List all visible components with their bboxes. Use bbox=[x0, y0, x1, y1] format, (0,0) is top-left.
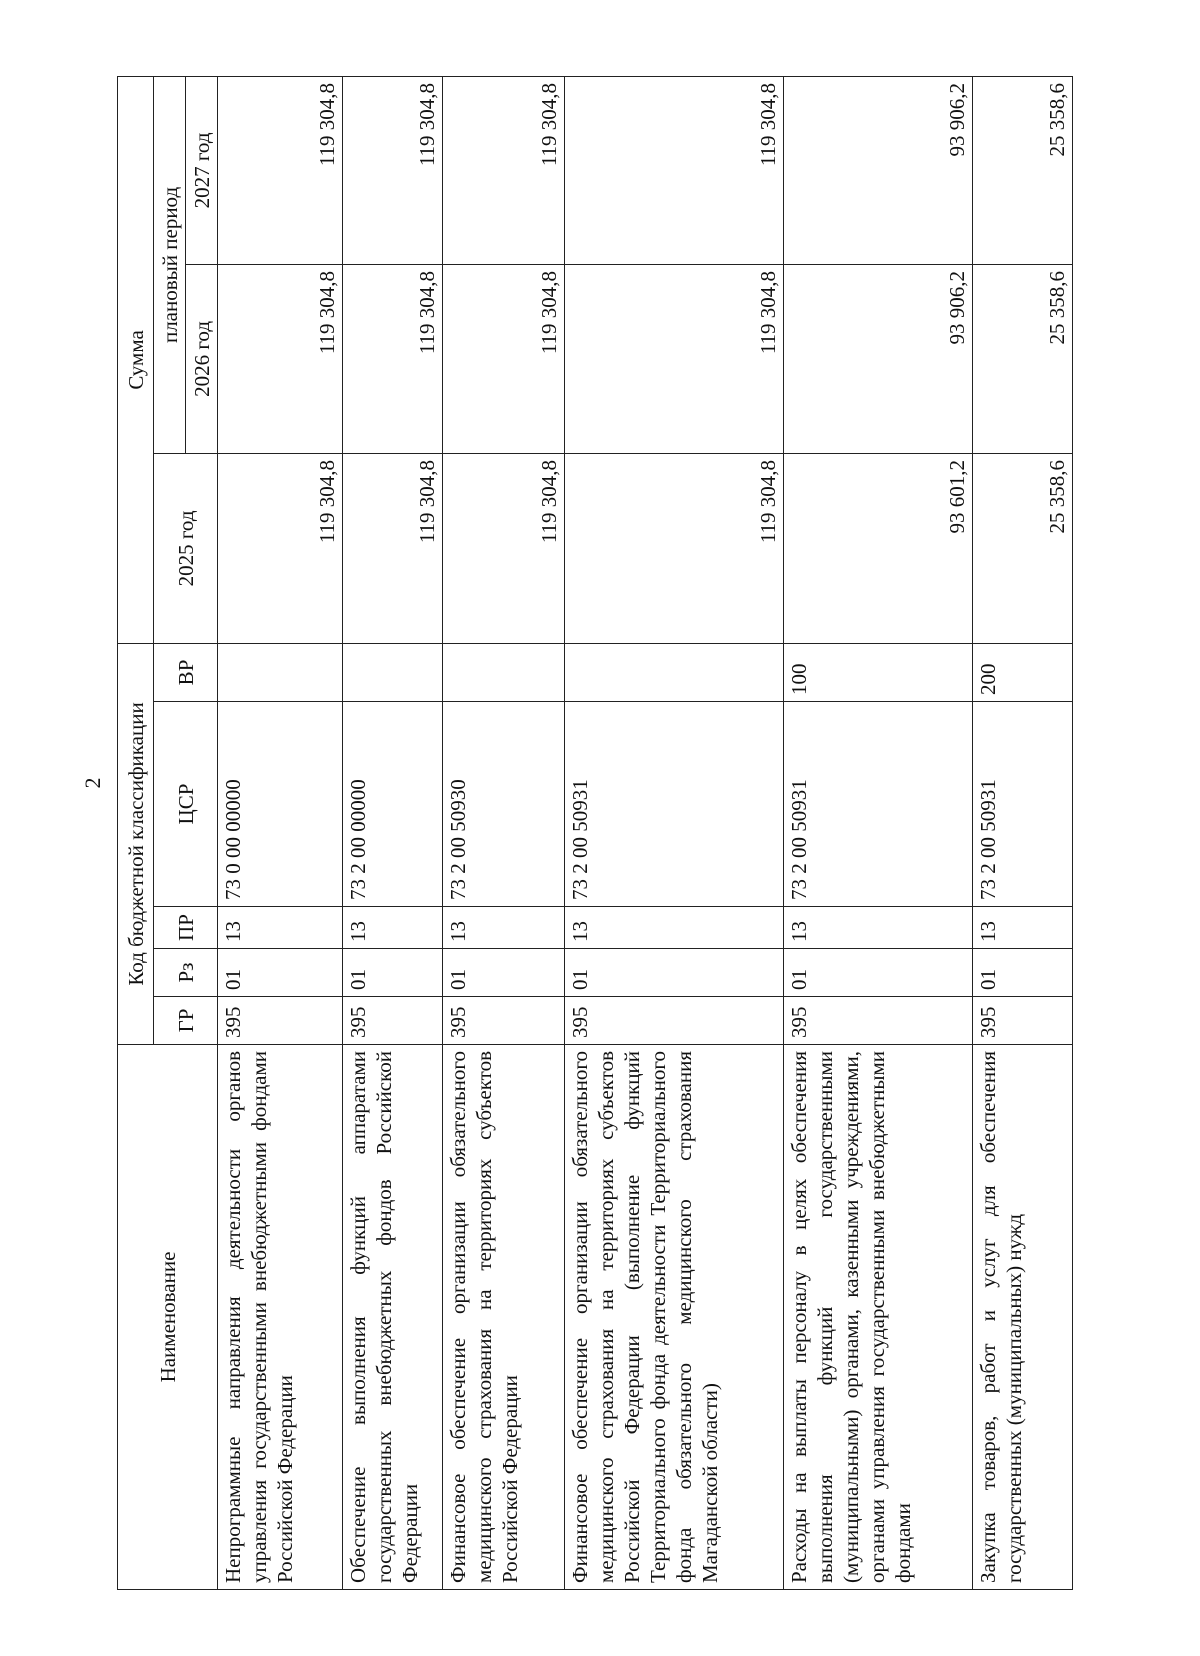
header-2025: 2025 год bbox=[154, 453, 218, 643]
row-2026: 25 358,6 bbox=[973, 264, 1073, 453]
table-row bbox=[342, 76, 442, 1589]
row-2027: 119 304,8 bbox=[342, 76, 442, 264]
header-vr: ВР bbox=[154, 643, 218, 701]
row-2027: 119 304,8 bbox=[218, 76, 343, 264]
row-name: Непрограммные направления деятельности органов управления государственными внебюджетными фондами Российской Федерации bbox=[218, 1045, 343, 1590]
row-vr: 100 bbox=[783, 643, 972, 701]
header-gr: ГР bbox=[154, 997, 218, 1045]
table-row bbox=[218, 76, 343, 1589]
row-name: Обеспечение выполнения функций аппаратами государственных внебюджетных фондов Российской Федерации bbox=[342, 1045, 442, 1590]
row-rz: 01 bbox=[973, 949, 1073, 997]
row-csr: 73 2 00 50931 bbox=[783, 702, 972, 907]
row-2027: 25 358,6 bbox=[973, 76, 1073, 264]
row-gr: 395 bbox=[973, 997, 1073, 1045]
table-row bbox=[565, 76, 783, 1589]
row-csr: 73 2 00 50931 bbox=[565, 702, 783, 907]
row-rz: 01 bbox=[218, 949, 343, 997]
row-csr: 73 0 00 00000 bbox=[218, 702, 343, 907]
row-vr bbox=[442, 643, 565, 701]
row-2027: 119 304,8 bbox=[442, 76, 565, 264]
row-2026: 93 906,2 bbox=[783, 264, 972, 453]
table-row bbox=[442, 76, 565, 1589]
row-2025: 25 358,6 bbox=[973, 453, 1073, 643]
row-2026: 119 304,8 bbox=[442, 264, 565, 453]
row-pr: 13 bbox=[973, 907, 1073, 949]
table-row bbox=[973, 76, 1073, 1589]
row-gr: 395 bbox=[218, 997, 343, 1045]
row-vr: 200 bbox=[973, 643, 1073, 701]
row-2025: 119 304,8 bbox=[342, 453, 442, 643]
row-2027: 119 304,8 bbox=[565, 76, 783, 264]
row-2026: 119 304,8 bbox=[565, 264, 783, 453]
header-csr: ЦСР bbox=[154, 702, 218, 907]
budget-table bbox=[117, 76, 1073, 1590]
row-name: Финансовое обеспечение организации обязательного медицинского страхования на территориях субъектов Российской Федерации (выполнение функций Территориального фонда деятельности Территориального фонда обязательного медицинского страхования Магаданской области) bbox=[565, 1045, 783, 1590]
row-gr: 395 bbox=[783, 997, 972, 1045]
row-gr: 395 bbox=[442, 997, 565, 1045]
row-csr: 73 2 00 50931 bbox=[973, 702, 1073, 907]
row-pr: 13 bbox=[342, 907, 442, 949]
header-2027: 2027 год bbox=[186, 76, 218, 264]
header-plan-period: плановый период bbox=[154, 76, 186, 453]
row-csr: 73 2 00 00000 bbox=[342, 702, 442, 907]
row-vr bbox=[565, 643, 783, 701]
header-code-group: Код бюджетной классификации bbox=[118, 643, 154, 1044]
row-rz: 01 bbox=[565, 949, 783, 997]
rotated-table-wrapper bbox=[117, 77, 1073, 1590]
row-name: Расходы на выплаты персоналу в целях обеспечения выполнения функций государственными (муниципальными) органами, казенными учреждениями, органами управления государственными внебюджетными фондами bbox=[783, 1045, 972, 1590]
row-pr: 13 bbox=[218, 907, 343, 949]
row-gr: 395 bbox=[565, 997, 783, 1045]
header-2026: 2026 год bbox=[186, 264, 218, 453]
header-rz: Рз bbox=[154, 949, 218, 997]
row-vr bbox=[342, 643, 442, 701]
row-2025: 93 601,2 bbox=[783, 453, 972, 643]
row-rz: 01 bbox=[442, 949, 565, 997]
row-rz: 01 bbox=[342, 949, 442, 997]
header-sum: Сумма bbox=[118, 76, 154, 643]
row-rz: 01 bbox=[783, 949, 972, 997]
row-pr: 13 bbox=[565, 907, 783, 949]
row-vr bbox=[218, 643, 343, 701]
row-name: Закупка товаров, работ и услуг для обеспечения государственных (муниципальных) нужд bbox=[973, 1045, 1073, 1590]
row-gr: 395 bbox=[342, 997, 442, 1045]
table-row bbox=[783, 76, 972, 1589]
row-2025: 119 304,8 bbox=[565, 453, 783, 643]
row-pr: 13 bbox=[442, 907, 565, 949]
row-2025: 119 304,8 bbox=[218, 453, 343, 643]
row-pr: 13 bbox=[783, 907, 972, 949]
row-2025: 119 304,8 bbox=[442, 453, 565, 643]
row-csr: 73 2 00 50930 bbox=[442, 702, 565, 907]
row-2027: 93 906,2 bbox=[783, 76, 972, 264]
row-2026: 119 304,8 bbox=[342, 264, 442, 453]
header-name: Наименование bbox=[118, 1045, 218, 1590]
row-name: Финансовое обеспечение организации обязательного медицинского страхования на территориях субъектов Российской Федерации bbox=[442, 1045, 565, 1590]
header-pr: ПР bbox=[154, 907, 218, 949]
row-2026: 119 304,8 bbox=[218, 264, 343, 453]
page-number: 2 bbox=[80, 777, 105, 789]
